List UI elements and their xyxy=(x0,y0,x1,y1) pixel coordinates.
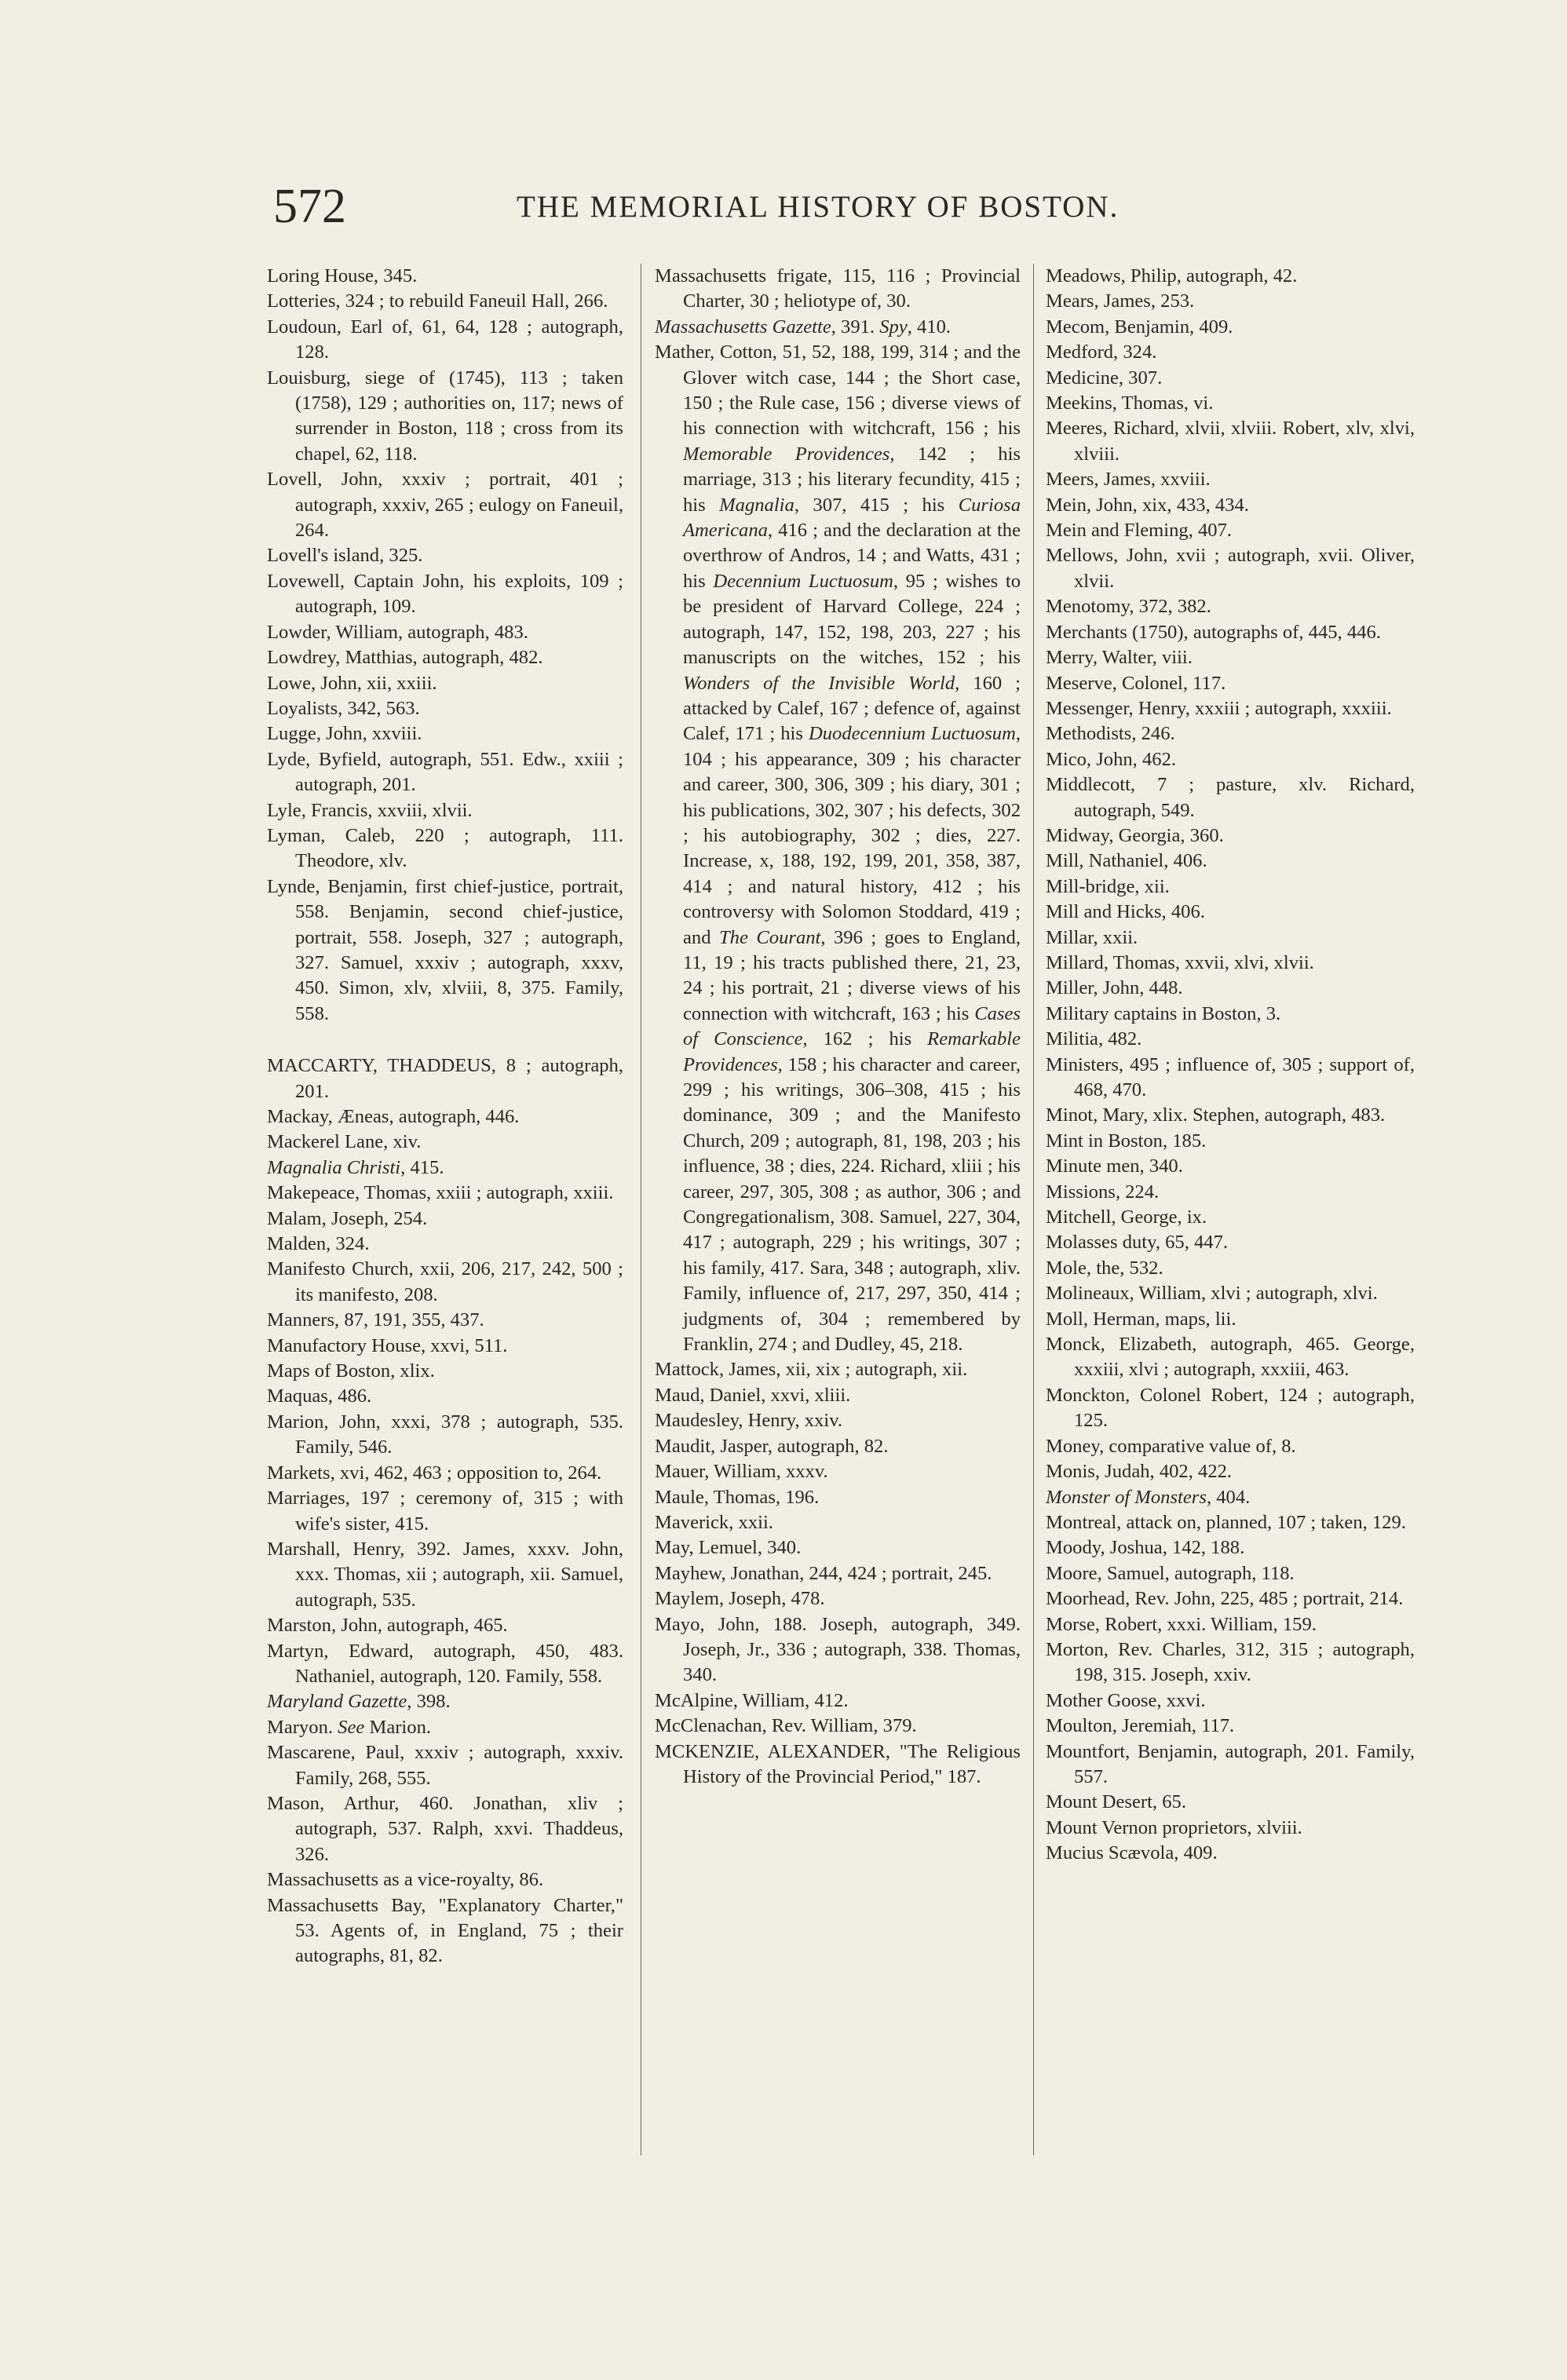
index-entry: Monckton, Colonel Robert, 124 ; autograph, 125. xyxy=(1046,1384,1415,1432)
index-entry: Militia, 482. xyxy=(1046,1028,1142,1050)
index-entry: Morse, Robert, xxxi. William, 159. xyxy=(1046,1613,1317,1635)
index-entry: Mill-bridge, xii. xyxy=(1046,875,1170,897)
index-entry: Maule, Thomas, 196. xyxy=(655,1486,820,1508)
index-entry: Methodists, 246. xyxy=(1046,723,1175,745)
index-entry: Meadows, Philip, autograph, 42. xyxy=(1046,265,1298,287)
index-entry: Merchants (1750), autographs of, 445, 446. xyxy=(1046,621,1381,643)
index-entry: Miller, John, 448. xyxy=(1046,977,1183,999)
index-entry: Maudesley, Henry, xxiv. xyxy=(655,1410,843,1432)
index-entry: Lovewell, Captain John, his exploits, 109 ; autograph, 109. xyxy=(267,570,623,618)
index-entry: Mico, John, 462. xyxy=(1046,748,1177,770)
index-entry: Lovell, John, xxxiv ; portrait, 401 ; autograph, xxxiv, 265 ; eulogy on Faneuil, 264. xyxy=(267,469,623,542)
running-title: THE MEMORIAL HISTORY OF BOSTON. xyxy=(517,190,1120,224)
index-entry: Makepeace, Thomas, xxiii ; autograph, xxiii. xyxy=(267,1182,614,1204)
index-entry: Middlecott, 7 ; pasture, xlv. Richard, autograph, 549. xyxy=(1046,774,1415,821)
index-entry: Monis, Judah, 402, 422. xyxy=(1046,1461,1233,1483)
index-entry: Meeres, Richard, xlvii, xlviii. Robert, xlv, xlvi, xlviii. xyxy=(1046,418,1415,465)
index-entry: Mellows, John, xvii ; autograph, xvii. Oliver, xlvii. xyxy=(1046,545,1415,592)
index-entry: Missions, 224. xyxy=(1046,1181,1160,1203)
index-entry: Mucius Scævola, 409. xyxy=(1046,1842,1218,1864)
index-entry: Millar, xxii. xyxy=(1046,926,1138,948)
index-entry: Monck, Elizabeth, autograph, 465. George, xxxiii, xlvi ; autograph, xxxiii, 463. xyxy=(1046,1334,1415,1381)
index-entry: Mitchell, George, ix. xyxy=(1046,1206,1207,1228)
index-entry: Mason, Arthur, 460. Jonathan, xliv ; autograph, 537. Ralph, xxvi. Thaddeus, 326. xyxy=(267,1792,623,1865)
index-entry: Mayhew, Jonathan, 244, 424 ; portrait, 245. xyxy=(655,1562,992,1584)
index-entry: Meekins, Thomas, vi. xyxy=(1046,392,1214,414)
index-entry: Maylem, Joseph, 478. xyxy=(655,1588,825,1610)
index-entry: Massachusetts Bay, "Explanatory Charter," 53. Agents of, in England, 75 ; their autographs, 81, 82. xyxy=(267,1894,623,1967)
index-entry: Midway, Georgia, 360. xyxy=(1046,824,1224,846)
index-entry: Mother Goose, xxvi. xyxy=(1046,1689,1206,1711)
index-entry: MCKENZIE, ALEXANDER, "The Religious History of the Provincial Period," 187. xyxy=(655,1740,1021,1787)
index-entry: Millard, Thomas, xxvii, xlvi, xlvii. xyxy=(1046,951,1314,973)
index-entry: Loyalists, 342, 563. xyxy=(267,697,420,719)
index-entry: Lotteries, 324 ; to rebuild Faneuil Hall, 266. xyxy=(267,290,608,312)
index-entry: Mackerel Lane, xiv. xyxy=(267,1131,422,1153)
index-entry: Marion, John, xxxi, 378 ; autograph, 535. Family, 546. xyxy=(267,1411,623,1458)
index-entry: Maud, Daniel, xxvi, xliii. xyxy=(655,1384,851,1406)
index-entry: Moody, Joshua, 142, 188. xyxy=(1046,1537,1245,1559)
index-entry: Malam, Joseph, 254. xyxy=(267,1207,428,1229)
index-entry: Monster of Monsters, 404. xyxy=(1046,1486,1251,1508)
index-entry: Massachusetts as a vice-royalty, 86. xyxy=(267,1869,544,1891)
index-entry: Marshall, Henry, 392. James, xxxv. John, xxx. Thomas, xii ; autograph, xii. Samuel, autograph, 535. xyxy=(267,1538,623,1611)
index-entry: Moorhead, Rev. John, 225, 485 ; portrait, 214. xyxy=(1046,1588,1404,1610)
index-entry: Military captains in Boston, 3. xyxy=(1046,1002,1281,1024)
index-entry: Moore, Samuel, autograph, 118. xyxy=(1046,1562,1295,1584)
page-number: 572 xyxy=(273,180,346,233)
index-entry: Montreal, attack on, planned, 107 ; taken, 129. xyxy=(1046,1511,1406,1533)
index-column-left xyxy=(267,264,623,1969)
index-entry: Mackay, Æneas, autograph, 446. xyxy=(267,1106,520,1127)
index-entry: Merry, Walter, viii. xyxy=(1046,647,1193,669)
index-entry: Malden, 324. xyxy=(267,1233,370,1255)
index-entry: Maryon. See Marion. xyxy=(267,1716,432,1738)
index-entry: Mount Desert, 65. xyxy=(1046,1791,1186,1813)
index-entry: Maryland Gazette, 398. xyxy=(267,1691,451,1713)
index-entry: Martyn, Edward, autograph, 450, 483. Nathaniel, autograph, 120. Family, 558. xyxy=(267,1640,623,1687)
index-entry: Massachusetts frigate, 115, 116 ; Provincial Charter, 30 ; heliotype of, 30. xyxy=(655,265,1021,312)
index-entry: Manifesto Church, xxii, 206, 217, 242, 500 ; its manifesto, 208. xyxy=(267,1258,623,1305)
index-entry: Maps of Boston, xlix. xyxy=(267,1360,435,1382)
index-entry: Massachusetts Gazette, 391. Spy, 410. xyxy=(655,316,952,338)
index-entry: Money, comparative value of, 8. xyxy=(1046,1435,1296,1457)
index-entry: May, Lemuel, 340. xyxy=(655,1537,802,1559)
index-entry: McAlpine, William, 412. xyxy=(655,1689,849,1711)
index-entry: Minute men, 340. xyxy=(1046,1155,1183,1177)
page-header xyxy=(273,179,1404,234)
index-column-middle xyxy=(655,264,1021,1790)
index-entry: Ministers, 495 ; influence of, 305 ; support of, 468, 470. xyxy=(1046,1053,1415,1101)
index-entry: Lowe, John, xii, xxiii. xyxy=(267,672,437,694)
index-entry: Lugge, John, xxviii. xyxy=(267,723,422,745)
index-entry: Lyde, Byfield, autograph, 551. Edw., xxiii ; autograph, 201. xyxy=(267,748,623,796)
index-entry: Louisburg, siege of (1745), 113 ; taken (1758), 129 ; authorities on, 117; news of surrender in Boston, 118 ; cross from its chapel, 62, 118. xyxy=(267,367,623,465)
index-entry: Lyman, Caleb, 220 ; autograph, 111. Theodore, xlv. xyxy=(267,824,623,872)
index-column-right xyxy=(1046,264,1415,1867)
index-entry: Mattock, James, xii, xix ; autograph, xii. xyxy=(655,1359,968,1381)
index-entry: Lyle, Francis, xxviii, xlvii. xyxy=(267,799,473,821)
index-entry: Mears, James, 253. xyxy=(1046,290,1195,312)
index-entry: Maverick, xxii. xyxy=(655,1511,773,1533)
index-entry: Markets, xvi, 462, 463 ; opposition to, 264. xyxy=(267,1462,602,1484)
index-entry: Menotomy, 372, 382. xyxy=(1046,596,1211,618)
index-entry: Mount Vernon proprietors, xlviii. xyxy=(1046,1816,1302,1838)
index-entry: Moulton, Jeremiah, 117. xyxy=(1046,1715,1235,1737)
index-entry: Marriages, 197 ; ceremony of, 315 ; with wife's sister, 415. xyxy=(267,1488,623,1535)
index-entry: Lowder, William, autograph, 483. xyxy=(267,621,528,643)
index-entry: Mauer, William, xxxv. xyxy=(655,1461,828,1483)
index-entry: Mill, Nathaniel, 406. xyxy=(1046,850,1207,872)
index-entry: Loudoun, Earl of, 61, 64, 128 ; autograph, 128. xyxy=(267,316,623,363)
index-entry: Mein and Fleming, 407. xyxy=(1046,520,1233,542)
index-entry: Mint in Boston, 185. xyxy=(1046,1130,1207,1152)
index-entry: Lynde, Benjamin, first chief-justice, portrait, 558. Benjamin, second chief-justice, portrait, 558. Joseph, 327 ; autograph, 327. Samuel, xxxiv ; autograph, xxxv, 450. Simon, xlv, xlviii, 8, 375. Family, 558. xyxy=(267,875,623,1024)
index-entry: MACCARTY, THADDEUS, 8 ; autograph, 201. xyxy=(267,1055,623,1102)
index-entry: Loring House, 345. xyxy=(267,265,418,287)
index-entry: Mountfort, Benjamin, autograph, 201. Family, 557. xyxy=(1046,1740,1415,1787)
index-entry: Manners, 87, 191, 355, 437. xyxy=(267,1309,484,1331)
index-entry: Moll, Herman, maps, lii. xyxy=(1046,1308,1236,1330)
index-entry: Morton, Rev. Charles, 312, 315 ; autograph, 198, 315. Joseph, xxiv. xyxy=(1046,1638,1415,1686)
index-entry: Magnalia Christi, 415. xyxy=(267,1156,444,1178)
index-entry: Medicine, 307. xyxy=(1046,367,1163,389)
index-entry: Mather, Cotton, 51, 52, 188, 199, 314 ; and the Glover witch case, 144 ; the Short case, 150 ; the Rule case, 156 ; diverse views of his connection with witchcraft, 156 ; his Memorable Providences, 142 ; his marriage, 313 ; his literary fecundity, 415 ; his Magnalia, 307, 415 ; his Curiosa Americana, 416 ; and the declaration at the overthrow of Andros, 14 ; and Watts, 431 ; his Decennium Luctuosum, 95 ; wishes to be president of Harvard College, 224 ; autograph, 147, 152, 198, 203, 227 ; his manuscripts on the witches, 152 ; his Wonders of the Invisible World, 160 ; attacked by Calef, 167 ; defence of, against Calef, 171 ; his Duodecennium Luctuosum, 104 ; his appearance, 309 ; his character and career, 300, 306, 309 ; his diary, 301 ; his publications, 302, 307 ; his defects, 302 ; his autobiography, 302 ; dies, 227. Increase, x, 188, 192, 199, 201, 358, 387, 414 ; and natural history, 412 ; his controversy with Solomon Stoddard, 419 ; and The Courant, 396 ; goes to England, 11, 19 ; his tracts published there, 21, 23, 24 ; his portrait, 21 ; diverse views of his connection with witchcraft, 163 ; his Cases of Conscience, 162 ; his Remarkable Providences, 158 ; his character and career, 299 ; his writings, 306–308, 415 ; his dominance, 309 ; and the Manifesto Church, 209 ; autograph, 81, 198, 203 ; his influence, 38 ; dies, 224. Richard, xliii ; his career, 297, 305, 308 ; as author, 306 ; and Congregationalism, 308. Samuel, 227, 304, 417 ; autograph, 229 ; his writings, 307 ; his family, 417. Sara, 348 ; autograph, xliv. Family, influence of, 217, 297, 350, 414 ; judgments of, 304 ; remembered by Franklin, 274 ; and Dudley, 45, 218. xyxy=(655,341,1021,1356)
index-entry: Lovell's island, 325. xyxy=(267,545,423,567)
index-entry: Mill and Hicks, 406. xyxy=(1046,901,1205,923)
index-entry: Molasses duty, 65, 447. xyxy=(1046,1232,1229,1254)
index-entry: Medford, 324. xyxy=(1046,341,1157,363)
index-entry: Meers, James, xxviii. xyxy=(1046,469,1211,491)
index-entry: Minot, Mary, xlix. Stephen, autograph, 483. xyxy=(1046,1104,1386,1126)
index-entry: Messenger, Henry, xxxiii ; autograph, xxxiii. xyxy=(1046,697,1392,719)
index-entry: Mayo, John, 188. Joseph, autograph, 349. Joseph, Jr., 336 ; autograph, 338. Thomas, 340. xyxy=(655,1613,1021,1686)
index-entry: Mein, John, xix, 433, 434. xyxy=(1046,494,1249,516)
index-entry: Maquas, 486. xyxy=(267,1385,372,1407)
index-entry: Marston, John, autograph, 465. xyxy=(267,1615,508,1637)
index-entry: Mecom, Benjamin, 409. xyxy=(1046,316,1233,338)
index-entry: Maudit, Jasper, autograph, 82. xyxy=(655,1435,889,1457)
index-entry: Lowdrey, Matthias, autograph, 482. xyxy=(267,647,543,669)
section-gap xyxy=(267,1027,623,1053)
column-divider xyxy=(1033,264,1034,2156)
index-entry: McClenachan, Rev. William, 379. xyxy=(655,1715,917,1737)
index-entry: Meserve, Colonel, 117. xyxy=(1046,672,1226,694)
index-entry: Mascarene, Paul, xxxiv ; autograph, xxxiv. Family, 268, 555. xyxy=(267,1742,623,1789)
index-entry: Manufactory House, xxvi, 511. xyxy=(267,1334,508,1356)
index-entry: Molineaux, William, xlvi ; autograph, xlvi. xyxy=(1046,1283,1378,1305)
index-entry: Mole, the, 532. xyxy=(1046,1257,1163,1279)
